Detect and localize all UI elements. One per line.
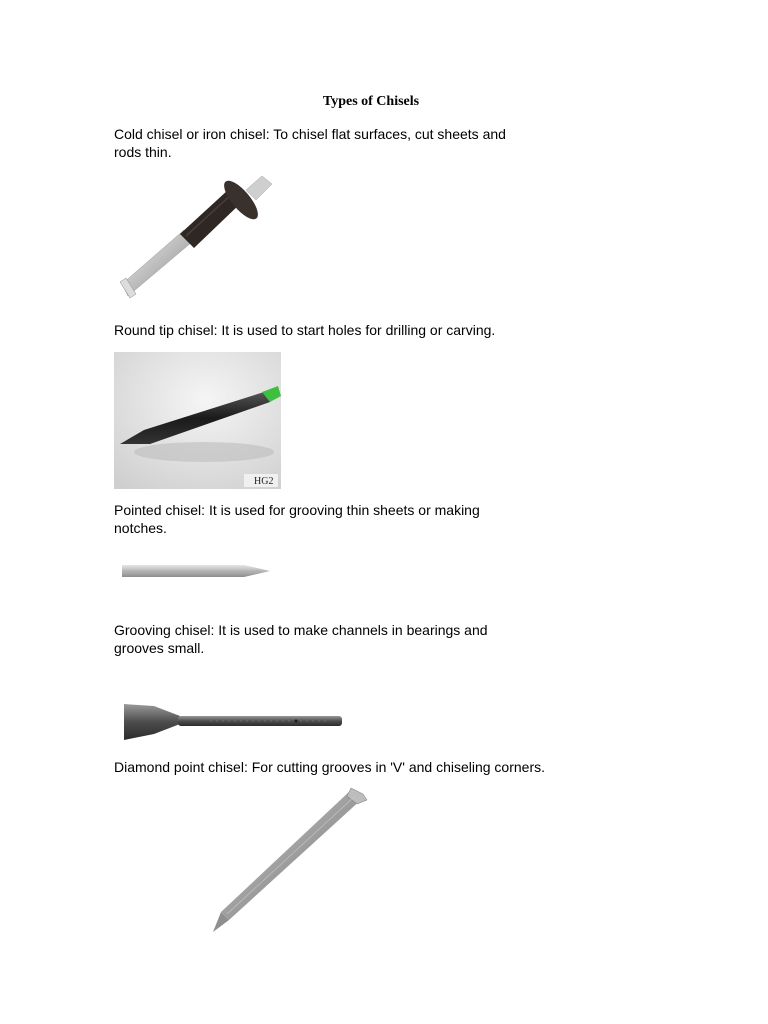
page-title: Types of Chisels xyxy=(322,94,420,109)
diamond-point-chisel-description: Diamond point chisel: For cutting grooves in 'V' and chiseling corners. xyxy=(114,759,546,775)
hg2-watermark: HG2 xyxy=(254,476,274,487)
diamond-point-chisel-image xyxy=(205,784,370,936)
cold-chisel-description: Cold chisel or iron chisel: To chisel flat surfaces, cut sheets and rods thin. xyxy=(114,126,506,160)
grooving-chisel-image xyxy=(120,686,345,748)
grooving-chisel-description: Grooving chisel: It is used to make channels in bearings and grooves small. xyxy=(114,622,488,656)
pointed-chisel-description: Pointed chisel: It is used for grooving thin sheets or making notches. xyxy=(114,502,480,536)
round-tip-chisel-description: Round tip chisel: It is used to start holes for drilling or carving. xyxy=(114,322,496,338)
round-tip-chisel-image xyxy=(114,352,281,489)
pointed-chisel-image xyxy=(120,556,272,586)
cold-chisel-image xyxy=(114,172,279,307)
